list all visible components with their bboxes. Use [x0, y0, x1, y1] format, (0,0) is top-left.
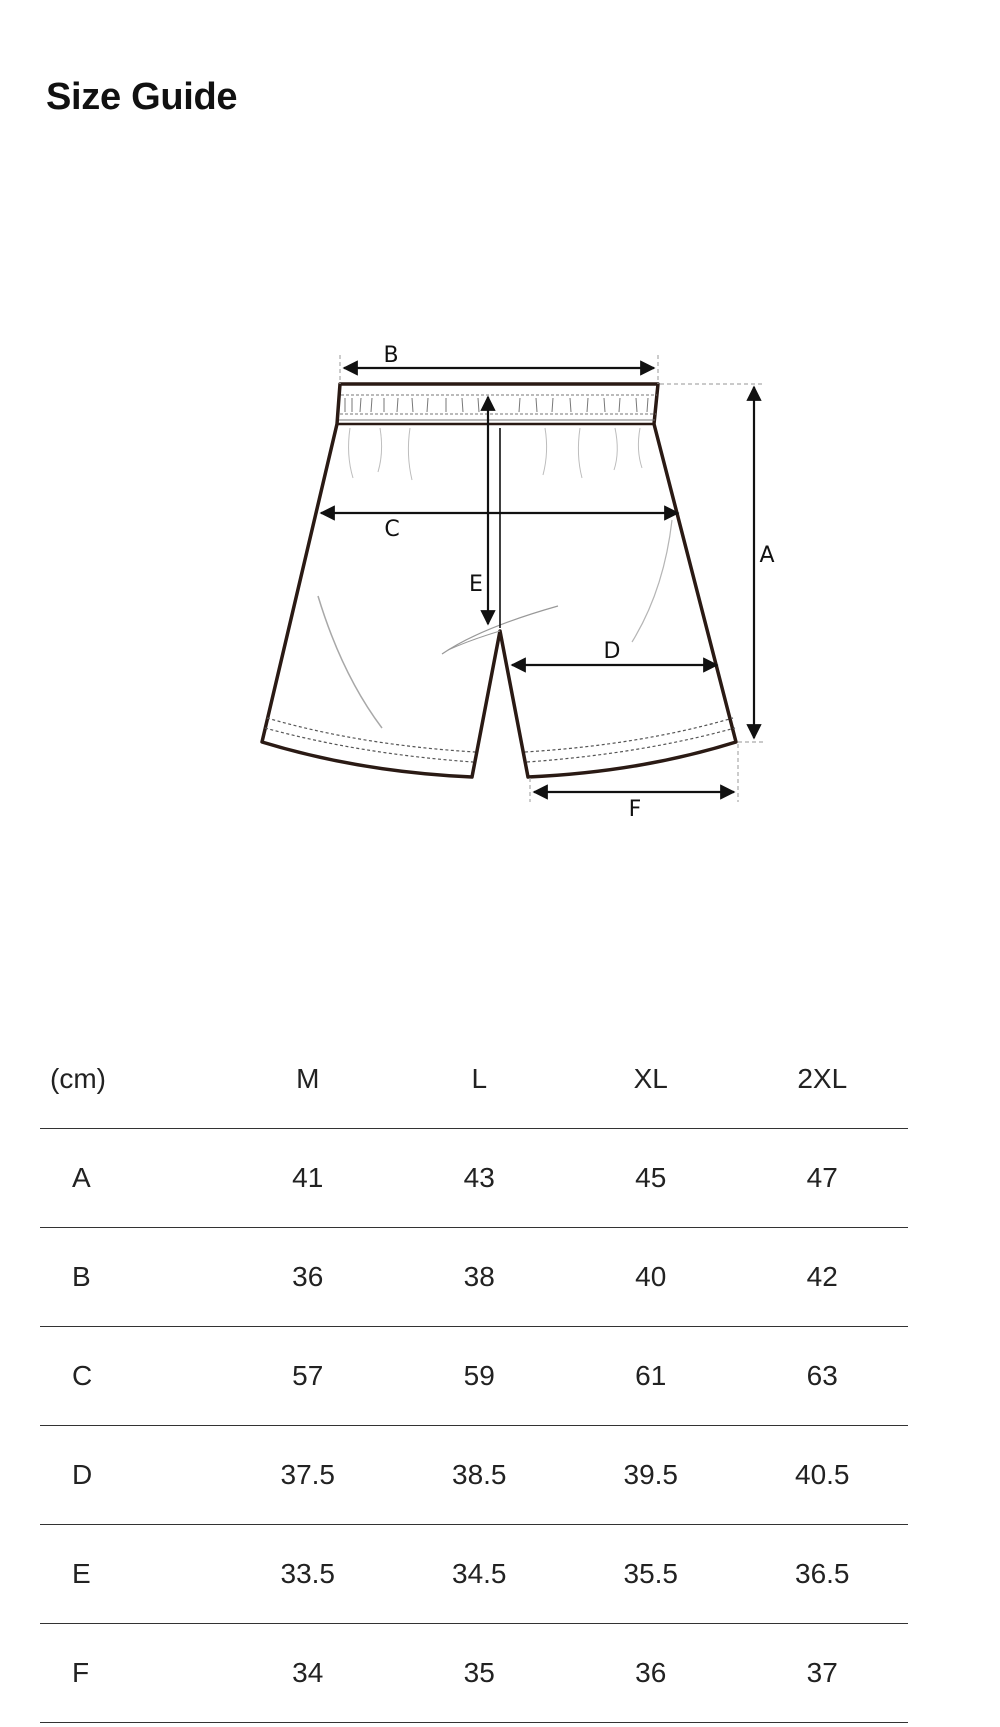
table-row	[40, 1624, 908, 1723]
table-cell: 39.5	[623, 1459, 678, 1490]
table-cell: 36	[635, 1657, 667, 1688]
table-cell: 38	[463, 1261, 495, 1292]
fabric-wrinkles	[318, 428, 672, 728]
table-cell: 35	[463, 1657, 495, 1688]
table-cell: 43	[463, 1162, 495, 1193]
label-c: C	[384, 517, 400, 542]
header-size-l: L	[471, 1063, 488, 1094]
table-cell: 34.5	[452, 1558, 507, 1589]
table-cell: 37	[806, 1657, 838, 1688]
row-label: D	[72, 1459, 93, 1490]
row-label: A	[72, 1162, 91, 1193]
table-cell: 34	[292, 1657, 324, 1688]
label-d: D	[603, 639, 621, 664]
table-row	[40, 1129, 908, 1228]
table-cell: 45	[635, 1162, 667, 1193]
label-e: E	[469, 572, 483, 597]
table-cell: 59	[463, 1360, 495, 1391]
measurement-arrows	[321, 368, 754, 792]
table-cell: 33.5	[280, 1558, 335, 1589]
table-cell: 47	[806, 1162, 838, 1193]
table-header-row	[40, 1030, 908, 1129]
table-row	[40, 1426, 908, 1525]
table-row	[40, 1327, 908, 1426]
table-cell: 40	[635, 1261, 667, 1292]
table-cell: 63	[806, 1360, 838, 1391]
table-cell: 42	[806, 1261, 838, 1292]
table-row	[40, 1228, 908, 1327]
hem-stitching	[265, 718, 735, 762]
table-cell: 41	[292, 1162, 324, 1193]
table-cell: 36	[292, 1261, 324, 1292]
table-cell: 61	[635, 1360, 667, 1391]
size-table	[40, 1030, 908, 1723]
row-label: F	[72, 1657, 90, 1688]
page-title: Size Guide	[46, 76, 238, 118]
header-unit: (cm)	[50, 1063, 106, 1094]
row-label: E	[72, 1558, 91, 1589]
label-f: F	[628, 797, 642, 822]
row-label: C	[72, 1360, 93, 1391]
label-a: A	[759, 543, 775, 568]
table-cell: 40.5	[795, 1459, 850, 1490]
table-row	[40, 1525, 908, 1624]
table-cell: 35.5	[623, 1558, 678, 1589]
header-size-xl: XL	[633, 1063, 668, 1094]
table-cell: 37.5	[280, 1459, 335, 1490]
header-size-2xl: 2XL	[797, 1063, 848, 1094]
table-cell: 57	[292, 1360, 324, 1391]
table-cell: 36.5	[795, 1558, 850, 1589]
shorts-outline	[262, 384, 736, 777]
waistband-stitching	[339, 395, 657, 420]
header-size-m: M	[296, 1063, 320, 1094]
extension-guides	[340, 355, 765, 802]
table-cell: 38.5	[452, 1459, 507, 1490]
row-label: B	[72, 1261, 91, 1292]
label-b: B	[383, 343, 399, 368]
